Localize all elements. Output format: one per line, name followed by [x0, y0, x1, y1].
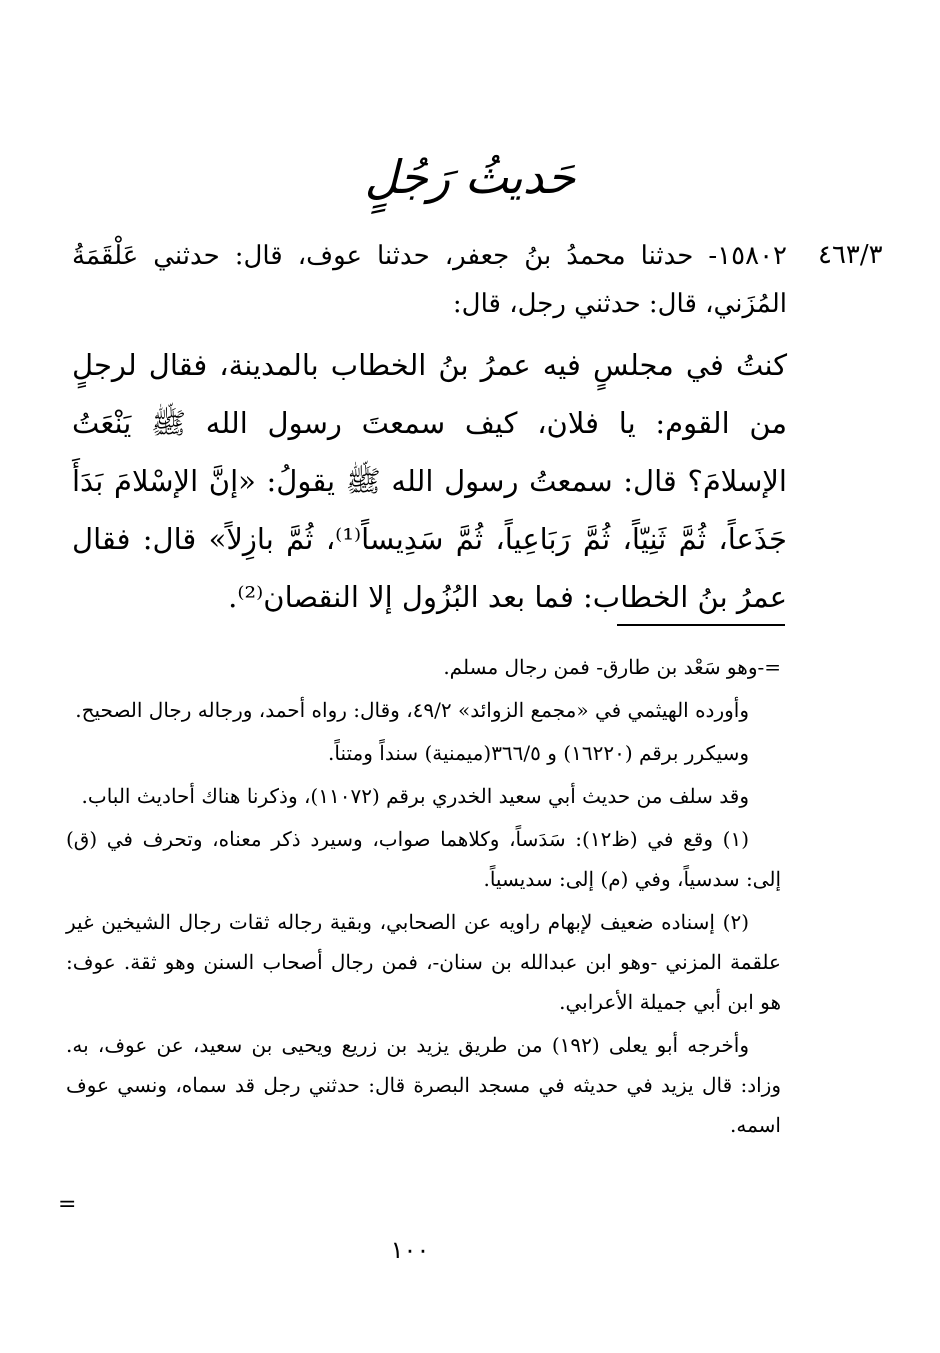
footnote-separator [617, 624, 785, 626]
page-number: ١٠٠ [390, 1236, 430, 1264]
footnote-paragraph: وأخرجه أبو يعلى (١٩٢) من طريق يزيد بن زريع ويحيى بن سعيد، عن عوف، به. وزاد: قال يزيد في حديثه في مسجد البصرة قال: حدثني رجل قد سماه، ونسي عوف اسمه. [66, 1033, 781, 1137]
margin-reference: ٤٦٣/٣ [818, 240, 883, 270]
footnote-paragraph: وأورده الهيثمي في «مجمع الزوائد» ٤٩/٢، وقال: رواه أحمد، ورجاله رجال الصحيح. [75, 698, 749, 722]
footnote-paragraph: (٢) إسناده ضعيف لإبهام راويه عن الصحابي، وبقية رجاله ثقات رجال الشيخين غير علقمة المزني -وهو ابن عبدالله بن سنان-، فمن رجال أصحاب السنن وهو ثقة. عوف: هو ابن أبي جميلة الأعرابي. [66, 910, 781, 1014]
hadith-isnad: ١٥٨٠٢- حدثنا محمدُ بنُ جعفر، حدثنا عوف، قال: حدثني عَلْقَمَةُ المُزَني، قال: حدثني رجل، قال: [72, 241, 787, 319]
continuation-mark: = [58, 1192, 77, 1217]
footnote-paragraph: (١) وقع في (ظ١٢): سَدَساً، وكلاهما صواب، وسيرد ذكر معناه، وتحرف في (ق) إلى: سدسياً، وفي (م) إلى: سديسياً. [66, 827, 781, 891]
footnote-paragraph: وسيكرر برقم (١٦٢٢٠) و ٣٦٦/٥(ميمنية) سنداً ومتناً. [328, 741, 749, 765]
footnotes-section [66, 647, 781, 1148]
chapter-title: حَديثُ رَجُلٍ [364, 150, 576, 204]
footnote-paragraph: وقد سلف من حديث أبي سعيد الخدري برقم (١١٠٧٢)، وذكرنا هناك أحاديث الباب. [81, 784, 749, 808]
footnote-paragraph: =-وهو سَعْد بن طارق- فمن رجال مسلم. [443, 655, 781, 679]
hadith-matn: كنتُ في مجلسٍ فيه عمرُ بنُ الخطاب بالمدينة، فقال لرجلٍ من القوم: يا فلان، كيف سمعتَ رسول الله ﷺ يَنْعَتُ الإسلامَ؟ قال: سمعتُ رسول الله ﷺ يقولُ: «إنَّ الإسْلامَ بَدَأَ جَذَعاً، ثُمَّ ثَنِيّاً، ثُمَّ رَبَاعِياً، ثُمَّ سَدِيساً⁽¹⁾، ثُمَّ بازِلاً» قال: فقال عمرُ بنُ الخطاب: فما بعد البُزُول إلا النقصان⁽²⁾. [72, 348, 787, 614]
